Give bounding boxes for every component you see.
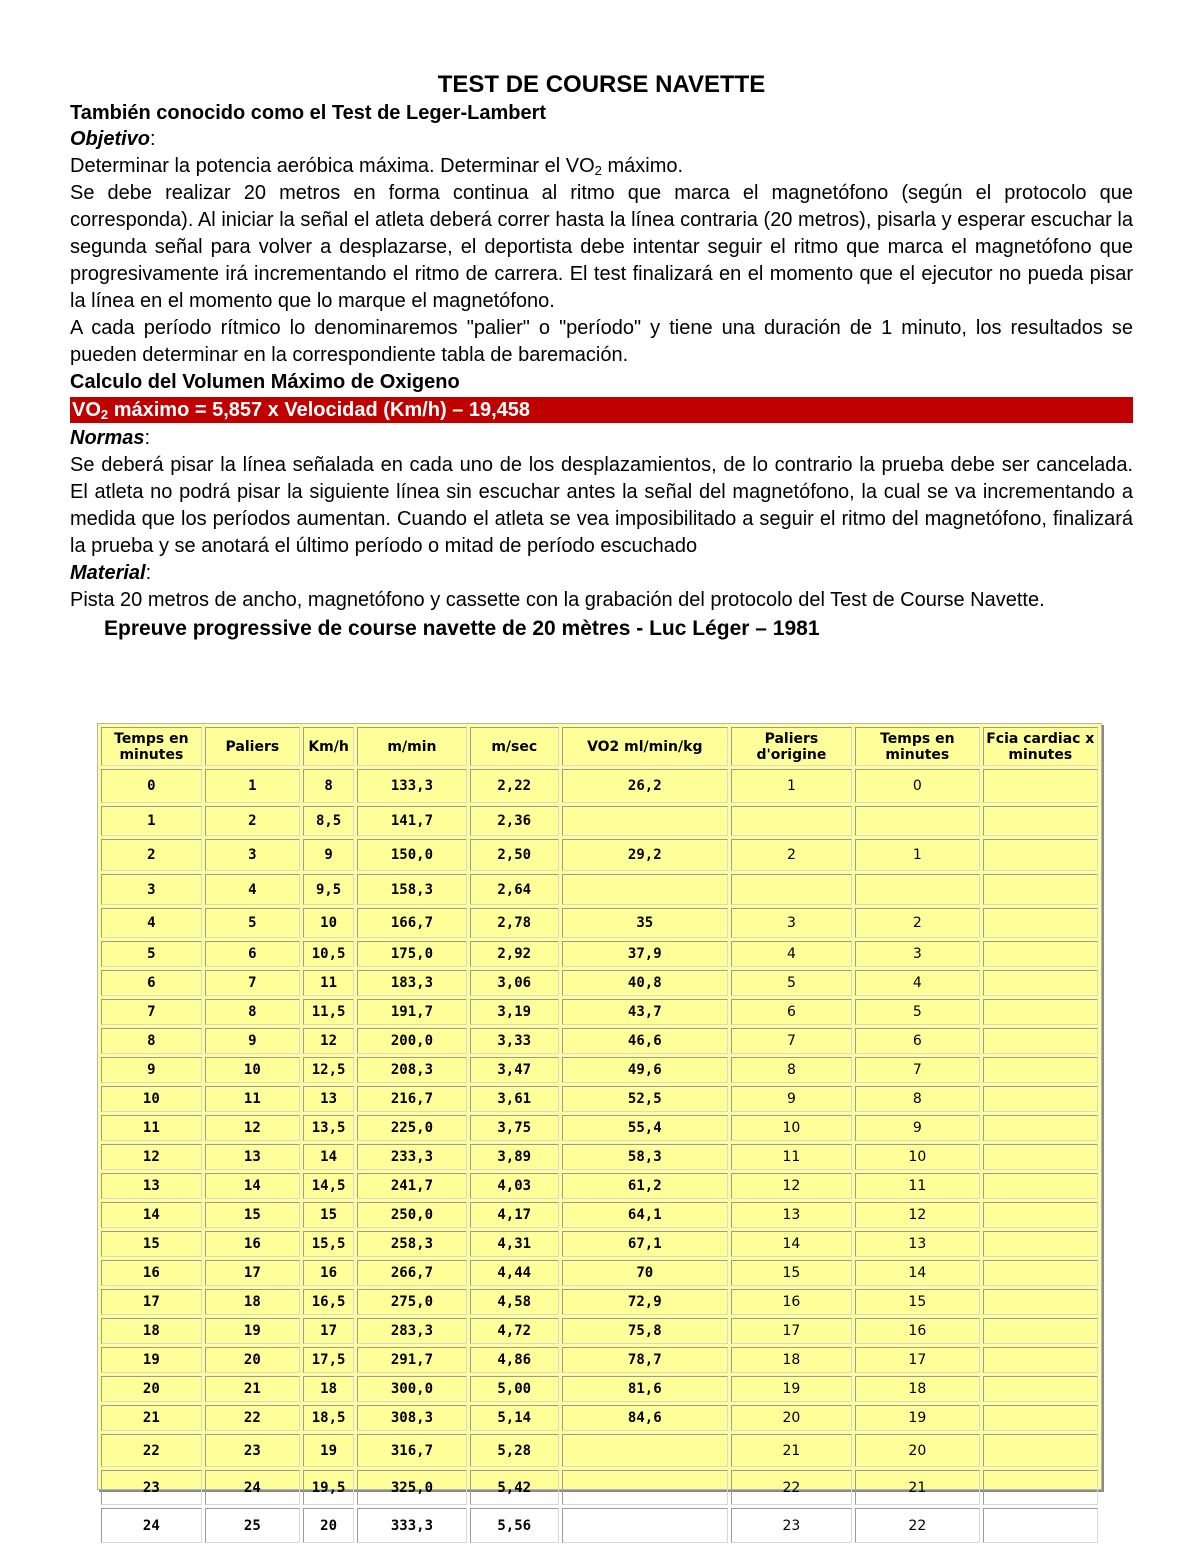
table-cell: 275,0 (357, 1289, 467, 1315)
table-row (101, 1231, 1098, 1257)
table-cell: 12 (205, 1115, 300, 1141)
table-cell: 18 (731, 1347, 852, 1373)
table-cell: 333,3 (357, 1508, 467, 1543)
table-cell: 17 (855, 1347, 979, 1373)
norms-label (70, 425, 1133, 452)
table-header-cell: Fcia cardiac x minutes (983, 727, 1098, 766)
table-cell: 22 (731, 1470, 852, 1505)
table-cell: 24 (101, 1508, 202, 1543)
table-cell: 14,5 (303, 1173, 354, 1199)
table-cell: 1 (205, 769, 300, 803)
table-cell: 4,58 (470, 1289, 559, 1315)
table-cell: 18 (303, 1376, 354, 1402)
table-cell: 3 (101, 874, 202, 905)
table-cell: 7 (731, 1028, 852, 1054)
table-cell: 12 (731, 1173, 852, 1199)
table-cell: 133,3 (357, 769, 467, 803)
table-row (101, 941, 1098, 967)
table-cell (983, 1289, 1098, 1315)
table-cell: 17 (731, 1318, 852, 1344)
table-row (101, 1173, 1098, 1199)
table-cell: 14 (303, 1144, 354, 1170)
table-header-cell: Paliers (205, 727, 300, 766)
table-cell (983, 1376, 1098, 1402)
table-cell (983, 1231, 1098, 1257)
table-row (101, 839, 1098, 871)
table-row (101, 806, 1098, 836)
table-cell: 300,0 (357, 1376, 467, 1402)
table-cell: 8 (731, 1057, 852, 1083)
table-cell: 2,50 (470, 839, 559, 871)
table-cell: 216,7 (357, 1086, 467, 1112)
table-cell: 67,1 (562, 1231, 728, 1257)
table-cell: 2,22 (470, 769, 559, 803)
table-cell: 5 (731, 970, 852, 996)
table-row (101, 1202, 1098, 1228)
table-cell: 3,47 (470, 1057, 559, 1083)
table-cell (983, 874, 1098, 905)
table-cell: 11 (205, 1086, 300, 1112)
table-cell: 19 (303, 1434, 354, 1467)
table-cell: 84,6 (562, 1405, 728, 1431)
table-cell: 15 (101, 1231, 202, 1257)
table-cell: 75,8 (562, 1318, 728, 1344)
table-cell: 4,86 (470, 1347, 559, 1373)
table-cell: 10 (303, 908, 354, 938)
table-cell: 12 (101, 1144, 202, 1170)
table-cell (983, 1434, 1098, 1467)
table-cell: 4,03 (470, 1173, 559, 1199)
table-cell: 4,44 (470, 1260, 559, 1286)
table-cell: 2 (855, 908, 979, 938)
table-cell: 4 (205, 874, 300, 905)
table-cell: 7 (205, 970, 300, 996)
table-cell (983, 999, 1098, 1025)
table-cell: 13 (205, 1144, 300, 1170)
table-cell: 23 (205, 1434, 300, 1467)
table-cell: 2,64 (470, 874, 559, 905)
table-body (101, 769, 1098, 1543)
document-subtitle: También conocido como el Test de Leger-Lambert (70, 102, 547, 124)
table-cell: 4,31 (470, 1231, 559, 1257)
table-cell: 6 (855, 1028, 979, 1054)
table-cell: 20 (303, 1508, 354, 1543)
table-cell: 78,7 (562, 1347, 728, 1373)
table-cell: 0 (101, 769, 202, 803)
table-cell: 1 (855, 839, 979, 871)
table-cell: 4,17 (470, 1202, 559, 1228)
table-cell: 250,0 (357, 1202, 467, 1228)
material-colon: : (145, 562, 152, 584)
table-row (101, 1260, 1098, 1286)
table-cell: 2,92 (470, 941, 559, 967)
objective-colon: : (150, 128, 156, 150)
table-cell: 35 (562, 908, 728, 938)
table-cell: 8 (205, 999, 300, 1025)
table-row (101, 1144, 1098, 1170)
table-cell: 61,2 (562, 1173, 728, 1199)
table-header-cell: Km/h (303, 727, 354, 766)
table-cell (562, 1508, 728, 1543)
table-cell: 20 (101, 1376, 202, 1402)
table-cell: 9,5 (303, 874, 354, 905)
formula-vo: VO (72, 399, 101, 421)
table-cell: 15 (303, 1202, 354, 1228)
table-row (101, 1376, 1098, 1402)
table-cell: 64,1 (562, 1202, 728, 1228)
table-cell: 46,6 (562, 1028, 728, 1054)
table-cell: 23 (101, 1470, 202, 1505)
baremo-table (98, 724, 1101, 1546)
table-cell: 52,5 (562, 1086, 728, 1112)
table-cell: 17 (101, 1289, 202, 1315)
material-paragraph: Pista 20 metros de ancho, magnetófono y cassette con la grabación del protocolo del Test de Course Navette. (70, 589, 1045, 611)
table-cell: 3,33 (470, 1028, 559, 1054)
table-cell: 21 (205, 1376, 300, 1402)
table-row (101, 1057, 1098, 1083)
table-cell: 225,0 (357, 1115, 467, 1141)
table-cell: 13,5 (303, 1115, 354, 1141)
table-cell: 141,7 (357, 806, 467, 836)
table-cell: 9 (731, 1086, 852, 1112)
table-cell: 15 (855, 1289, 979, 1315)
table-cell (983, 1144, 1098, 1170)
table-cell (562, 1470, 728, 1505)
table-cell: 18,5 (303, 1405, 354, 1431)
table-cell: 3,89 (470, 1144, 559, 1170)
table-cell: 308,3 (357, 1405, 467, 1431)
table-cell: 9 (205, 1028, 300, 1054)
table-cell (983, 839, 1098, 871)
table-cell: 16 (205, 1231, 300, 1257)
table-cell: 11,5 (303, 999, 354, 1025)
table-cell: 19 (205, 1318, 300, 1344)
table-cell: 1 (731, 769, 852, 803)
table-cell: 158,3 (357, 874, 467, 905)
table-header-row (101, 727, 1098, 766)
table-cell: 5,14 (470, 1405, 559, 1431)
table-cell: 14 (205, 1173, 300, 1199)
objective-line (70, 153, 1133, 180)
table-cell (855, 874, 979, 905)
table-cell: 16 (101, 1260, 202, 1286)
table-cell: 17,5 (303, 1347, 354, 1373)
table-cell: 4,72 (470, 1318, 559, 1344)
table-cell: 3,75 (470, 1115, 559, 1141)
table-cell (855, 806, 979, 836)
vo2-formula-banner (70, 397, 1133, 423)
table-cell (983, 806, 1098, 836)
norms-paragraph: Se deberá pisar la línea señalada en cada uno de los desplazamientos, de lo contrario la prueba debe ser cancelada. El atleta no podrá pisar la siguiente línea sin escuchar antes la señal del magnetófono, la cual se va incrementando a medida que los períodos aumentan. Cuando el atleta se vea imposibilitado a seguir el ritmo del magnetófono, finalizará la prueba y se anotará el último período o mitad de período escuchado (70, 454, 1133, 557)
table-cell: 0 (855, 769, 979, 803)
table-cell: 19 (731, 1376, 852, 1402)
table-cell: 12 (303, 1028, 354, 1054)
material-label-text: Material (70, 562, 146, 584)
table-row (101, 1318, 1098, 1344)
table-cell (983, 1470, 1098, 1505)
table-cell: 49,6 (562, 1057, 728, 1083)
table-cell: 208,3 (357, 1057, 467, 1083)
table-cell: 316,7 (357, 1434, 467, 1467)
objective-label (70, 126, 1133, 153)
table-cell: 19 (101, 1347, 202, 1373)
table-cell (983, 1318, 1098, 1344)
table-cell: 15 (731, 1260, 852, 1286)
table-cell: 25 (205, 1508, 300, 1543)
table-cell: 72,9 (562, 1289, 728, 1315)
table-cell (983, 1115, 1098, 1141)
objective-label-text: Objetivo (70, 128, 151, 150)
table-cell: 21 (855, 1470, 979, 1505)
objective-paragraph-protocol: Se debe realizar 20 metros en forma continua al ritmo que marca el magnetófono (según el protocolo que corresponda). Al iniciar la señal el atleta deberá correr hasta la línea contraria (20 metros), pisarla y esperar escuchar la segunda señal para volver a desplazarse, el deportista debe intentar seguir el ritmo que marca el magnetófono que progresivamente irá incrementando el ritmo de carrera. El test finalizará en el momento que el ejecutor no pueda pisar la línea en el momento que lo marque el magnetófono. (70, 182, 1133, 312)
objective-line-text: Determinar la potencia aeróbica máxima. Determinar el VO (70, 155, 595, 177)
table-row (101, 908, 1098, 938)
table-cell: 6 (731, 999, 852, 1025)
table-cell: 5 (855, 999, 979, 1025)
table-caption: Epreuve progressive de course navette de 20 mètres - Luc Léger – 1981 (104, 617, 820, 640)
table-row (101, 1405, 1098, 1431)
table-cell: 19,5 (303, 1470, 354, 1505)
table-row (101, 970, 1098, 996)
table-cell: 17 (303, 1318, 354, 1344)
document-title: TEST DE COURSE NAVETTE (437, 71, 766, 98)
table-cell: 150,0 (357, 839, 467, 871)
table-cell (983, 970, 1098, 996)
objective-paragraph-palier: A cada período rítmico lo denominaremos "palier" o "período" y tiene una duración de 1 minuto, los resultados se pueden determinar en la correspondiente tabla de baremación. (70, 317, 1133, 366)
table-row (101, 999, 1098, 1025)
table-cell: 8 (303, 769, 354, 803)
objective-line-end: máximo. (601, 155, 684, 177)
table-cell: 3 (731, 908, 852, 938)
table-header-cell: VO2 ml/min/kg (562, 727, 728, 766)
table-cell: 10 (101, 1086, 202, 1112)
table-cell: 26,2 (562, 769, 728, 803)
table-cell: 258,3 (357, 1231, 467, 1257)
table-cell (983, 1260, 1098, 1286)
table-cell: 20 (855, 1434, 979, 1467)
table-cell: 283,3 (357, 1318, 467, 1344)
table-cell: 2,78 (470, 908, 559, 938)
table-cell: 16 (303, 1260, 354, 1286)
table-cell: 11 (303, 970, 354, 996)
table-cell: 2,36 (470, 806, 559, 836)
table-cell: 12 (855, 1202, 979, 1228)
table-cell: 55,4 (562, 1115, 728, 1141)
table-cell (983, 1347, 1098, 1373)
table-row (101, 1470, 1098, 1505)
table-cell: 6 (205, 941, 300, 967)
material-label (70, 560, 1133, 587)
table-cell: 266,7 (357, 1260, 467, 1286)
table-cell: 175,0 (357, 941, 467, 967)
table-cell: 1 (101, 806, 202, 836)
table-cell: 2 (731, 839, 852, 871)
baremo-table-container (97, 723, 1102, 1534)
formula-subscript: 2 (100, 407, 109, 422)
table-cell: 13 (731, 1202, 852, 1228)
table-cell: 11 (731, 1144, 852, 1170)
table-cell: 15 (205, 1202, 300, 1228)
table-cell (983, 1508, 1098, 1543)
table-cell: 15,5 (303, 1231, 354, 1257)
table-cell: 241,7 (357, 1173, 467, 1199)
table-header-cell: Paliers d'origine (731, 727, 852, 766)
table-cell (983, 1086, 1098, 1112)
table-cell: 40,8 (562, 970, 728, 996)
table-cell: 37,9 (562, 941, 728, 967)
table-cell: 14 (101, 1202, 202, 1228)
table-row (101, 769, 1098, 803)
table-cell (983, 1028, 1098, 1054)
table-cell: 5,28 (470, 1434, 559, 1467)
table-cell: 3 (205, 839, 300, 871)
table-cell: 10 (731, 1115, 852, 1141)
table-header-cell: Temps en minutes (101, 727, 202, 766)
table-cell: 13 (101, 1173, 202, 1199)
table-cell: 20 (205, 1347, 300, 1373)
table-cell: 166,7 (357, 908, 467, 938)
table-cell: 11 (855, 1173, 979, 1199)
table-header-cell: m/sec (470, 727, 559, 766)
table-cell: 8,5 (303, 806, 354, 836)
table-cell: 21 (731, 1434, 852, 1467)
table-cell: 4 (855, 970, 979, 996)
table-header-cell: Temps en minutes (855, 727, 979, 766)
table-cell: 22 (855, 1508, 979, 1543)
table-cell: 24 (205, 1470, 300, 1505)
table-cell: 9 (101, 1057, 202, 1083)
table-cell (562, 806, 728, 836)
vo2-subscript: 2 (594, 163, 602, 178)
table-cell: 81,6 (562, 1376, 728, 1402)
table-cell: 7 (101, 999, 202, 1025)
table-cell: 12,5 (303, 1057, 354, 1083)
table-cell: 191,7 (357, 999, 467, 1025)
table-cell (731, 874, 852, 905)
table-cell: 9 (303, 839, 354, 871)
table-cell: 5 (101, 941, 202, 967)
table-cell: 23 (731, 1508, 852, 1543)
table-cell: 22 (101, 1434, 202, 1467)
table-cell: 16 (855, 1318, 979, 1344)
table-row (101, 1028, 1098, 1054)
table-cell: 13 (855, 1231, 979, 1257)
table-cell (983, 1173, 1098, 1199)
table-cell: 21 (101, 1405, 202, 1431)
table-cell: 6 (101, 970, 202, 996)
table-row (101, 1347, 1098, 1373)
table-cell: 3,61 (470, 1086, 559, 1112)
table-cell (983, 1057, 1098, 1083)
table-cell: 29,2 (562, 839, 728, 871)
table-cell: 7 (855, 1057, 979, 1083)
table-cell: 291,7 (357, 1347, 467, 1373)
table-cell: 18 (855, 1376, 979, 1402)
table-row (101, 1086, 1098, 1112)
norms-colon: : (144, 427, 151, 449)
table-cell (731, 806, 852, 836)
table-cell: 3 (855, 941, 979, 967)
document-page (70, 70, 1133, 642)
table-cell: 8 (855, 1086, 979, 1112)
table-header-cell: m/min (357, 727, 467, 766)
table-cell (983, 908, 1098, 938)
table-cell: 9 (855, 1115, 979, 1141)
table-row (101, 1289, 1098, 1315)
table-cell: 325,0 (357, 1470, 467, 1505)
table-cell: 13 (303, 1086, 354, 1112)
table-cell: 16,5 (303, 1289, 354, 1315)
table-cell: 19 (855, 1405, 979, 1431)
table-cell (562, 1434, 728, 1467)
table-cell: 183,3 (357, 970, 467, 996)
calc-heading: Calculo del Volumen Máximo de Oxigeno (70, 371, 460, 393)
table-cell: 5,42 (470, 1470, 559, 1505)
table-cell: 2 (205, 806, 300, 836)
table-cell: 10 (205, 1057, 300, 1083)
table-cell: 11 (101, 1115, 202, 1141)
table-cell: 10 (855, 1144, 979, 1170)
table-row (101, 1115, 1098, 1141)
table-cell: 3,06 (470, 970, 559, 996)
table-cell: 233,3 (357, 1144, 467, 1170)
table-row (101, 1434, 1098, 1467)
table-cell: 18 (101, 1318, 202, 1344)
formula-text: máximo = 5,857 x Velocidad (Km/h) – 19,458 (108, 399, 531, 421)
table-cell (562, 874, 728, 905)
norms-label-text: Normas (70, 427, 145, 449)
table-cell (983, 1405, 1098, 1431)
table-cell: 18 (205, 1289, 300, 1315)
table-cell: 5 (205, 908, 300, 938)
table-cell: 22 (205, 1405, 300, 1431)
table-cell: 5,56 (470, 1508, 559, 1543)
table-cell: 5,00 (470, 1376, 559, 1402)
table-cell: 10,5 (303, 941, 354, 967)
table-cell: 70 (562, 1260, 728, 1286)
table-cell (983, 1202, 1098, 1228)
table-cell: 2 (101, 839, 202, 871)
table-cell: 4 (731, 941, 852, 967)
table-cell: 4 (101, 908, 202, 938)
table-cell (983, 769, 1098, 803)
table-cell: 200,0 (357, 1028, 467, 1054)
table-cell: 14 (855, 1260, 979, 1286)
table-cell: 58,3 (562, 1144, 728, 1170)
table-cell: 43,7 (562, 999, 728, 1025)
table-row (101, 874, 1098, 905)
table-cell: 8 (101, 1028, 202, 1054)
table-cell: 20 (731, 1405, 852, 1431)
table-cell: 14 (731, 1231, 852, 1257)
table-row (101, 1508, 1098, 1543)
table-cell: 17 (205, 1260, 300, 1286)
table-cell (983, 941, 1098, 967)
table-cell: 16 (731, 1289, 852, 1315)
table-cell: 3,19 (470, 999, 559, 1025)
